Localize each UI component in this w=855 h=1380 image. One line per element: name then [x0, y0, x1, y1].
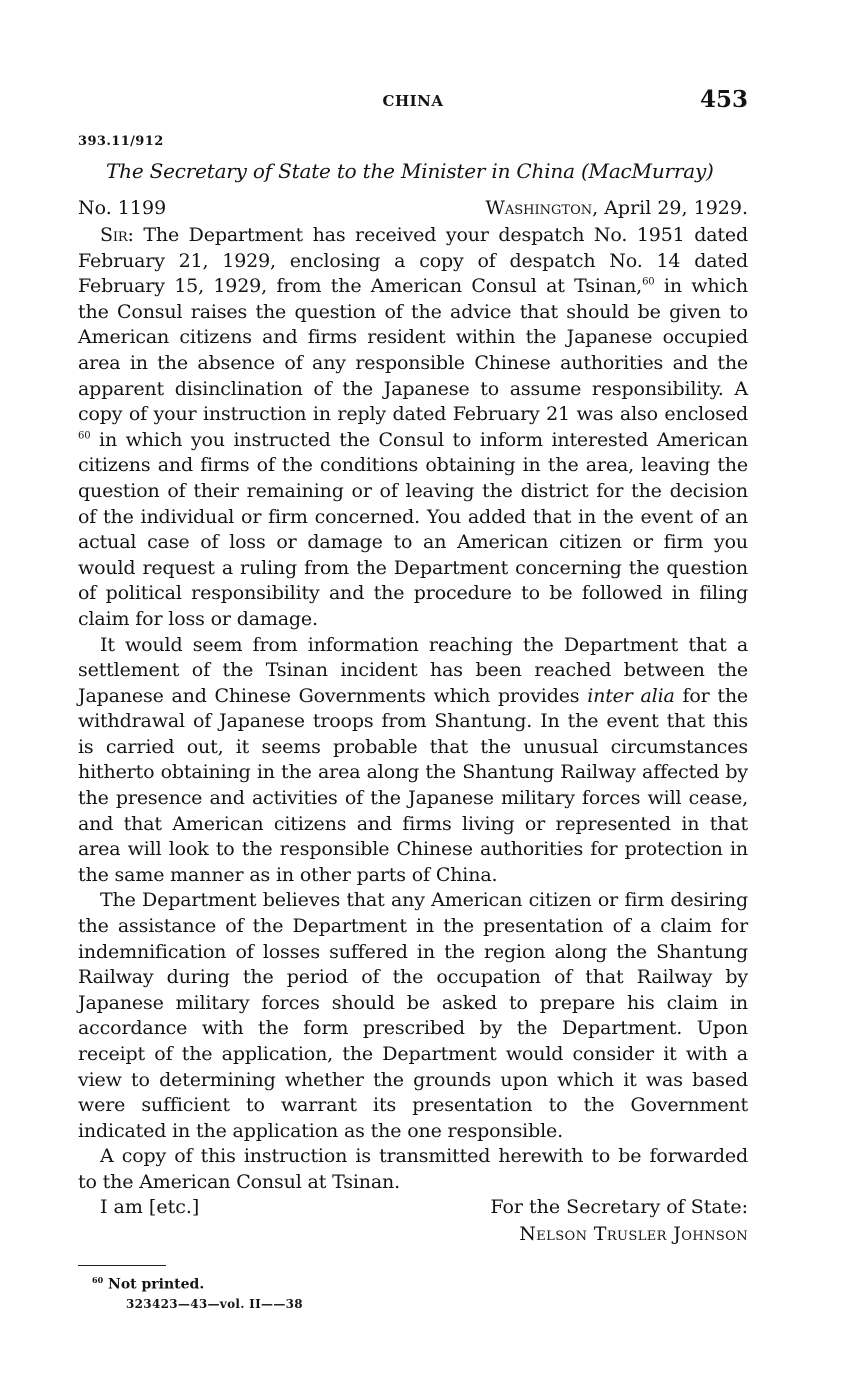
paragraph-2 — [78, 633, 748, 889]
paragraph-4: A copy of this instruction is transmitted herewith to be forwarded to the American Consul at Tsinan. — [78, 1145, 748, 1193]
closing-block — [78, 1196, 748, 1248]
print-line: 323423—43—vol. II——38 — [126, 1297, 303, 1312]
footnote-mark: 60 — [92, 1274, 104, 1285]
for-secretary-line: For the Secretary of State: — [490, 1195, 748, 1218]
document-number: No. 1199 — [78, 197, 167, 219]
paragraph-2-before: It would seem from information reaching the Department that a settlement of the Tsinan incident has been reached between the Japanese and Chinese Governments which provides — [78, 633, 748, 707]
salutation: Sir — [100, 224, 128, 246]
document-page — [78, 86, 748, 1311]
dateline — [78, 197, 748, 223]
running-title: CHINA — [382, 92, 444, 110]
paragraph-1-part-3: in which you instructed the Consul to inform interested American citizens and firms of the conditions obtaining in the area, leaving the question of their remaining or of leaving the district for the decision of the individual or firm concerned. You added that in the event of an actual case of loss or damage to an American citizen or firm you would request a ruling from the Department concerning the question of political responsibility and the procedure to be followed in filing claim for loss or damage. — [78, 428, 748, 630]
footnote — [78, 1275, 748, 1293]
footnote-reference: 60 — [78, 430, 91, 442]
footnote-divider — [78, 1265, 166, 1266]
letter-body — [78, 223, 748, 1196]
paragraph-3: The Department believes that any American citizen or firm desiring the assistance of the Department in the presentation of a claim for indemnification of losses suffered in the region along the Shantung Railway during the period of the occupation of that Railway by Japanese military forces should be asked to prepare his claim in accordance with the form prescribed by the Department. Upon receipt of the application, the Department would consider it with a view to determining whether the grounds upon which it was based were sufficient to warrant its presentation to the Government indicated in the application as the one responsible. — [78, 889, 748, 1142]
paragraph-2-after: for the withdrawal of Japanese troops from Shantung. In the event that this is carried out, it seems probable that the unusual circumstances hitherto obtaining in the area along the Shantung Railway affected by the presence and activities of the Japanese military forces will cease, and that American citizens and firms living or represented in that area will look to the responsible Chinese authorities for protection in the same manner as in other parts of China. — [78, 684, 749, 886]
file-number: 393.11/912 — [78, 134, 164, 149]
footnote-text: Not printed. — [108, 1276, 205, 1293]
paragraph-2-italic: inter alia — [587, 684, 675, 707]
paragraph-1-part-2: in which the Consul raises the question of the advice that should be given to American citizens and firms resident within the Japanese occupied area in the absence of any responsible Chinese authorities and the apparent disinclination of the Japanese to assume responsibility. A copy of your instruction in reply dated February 21 was also enclosed — [78, 275, 748, 426]
document-title: The Secretary of State to the Minister in China (MacMurray) — [106, 159, 714, 183]
place: Washington — [485, 197, 593, 219]
complimentary-close: I am [etc.] — [100, 1195, 200, 1218]
paragraph-1 — [78, 223, 748, 633]
page-number: 453 — [699, 86, 748, 113]
signature: Nelson Trusler Johnson — [519, 1222, 748, 1245]
date: , April 29, 1929. — [592, 197, 748, 219]
footnote-reference: 60 — [642, 276, 655, 288]
running-header — [78, 86, 748, 116]
place-and-date — [485, 197, 748, 219]
paragraph-1-part-1: : The Department has received your despatch No. 1951 dated February 21, 1929, enclosing a copy of despatch No. 14 dated February 15, 1929, from the American Consul at Tsinan, — [78, 224, 748, 298]
